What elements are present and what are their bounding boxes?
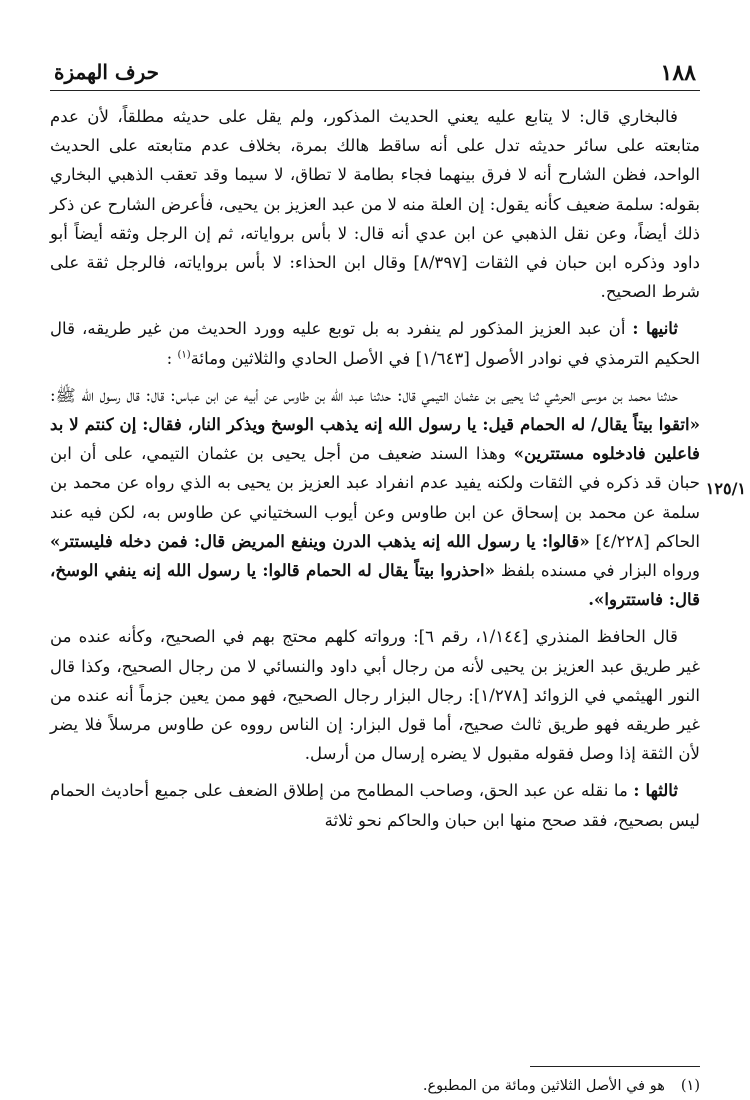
footnote-divider bbox=[530, 1066, 700, 1067]
page-number: ١٨٨ bbox=[660, 60, 696, 86]
page-header bbox=[50, 58, 700, 91]
paragraph-2-lead: ثانيها : bbox=[632, 318, 678, 339]
body-text bbox=[50, 102, 700, 835]
paragraph-3 bbox=[50, 381, 700, 615]
hadith-quote-3: «احذروا بيتاً يقال له الحمام قالوا: يا رسول الله إنه ينفي الوسخ، قال: فاستتروا». bbox=[50, 560, 700, 610]
paragraph-3-part-a: حدثنا محمد بن موسى الحرشي ثنا يحيى بن عثمان التيمي قال: حدثنا عبد الله بن طاوس عن أبيه عن ابن عباس: قال: قال رسول الله ﷺ: bbox=[50, 385, 678, 405]
hadith-quote-1: «اتقوا بيتاً يقال/ له الحمام قيل: يا رسول الله إنه يذهب الوسخ ويذكر النار، فقال: إن كنتم لا بد فاعلين فادخلوه مستترين» bbox=[50, 414, 700, 464]
paragraph-5 bbox=[50, 776, 700, 834]
footnote-text: هو في الأصل الثلاثين ومائة من المطبوع. bbox=[422, 1078, 665, 1094]
margin-reference: ١٢٥/١ bbox=[705, 479, 746, 498]
footnote-number: (١) bbox=[680, 1078, 700, 1094]
footnote bbox=[50, 1074, 700, 1098]
paragraph-5-lead: ثالثها : bbox=[633, 780, 678, 801]
paragraph-2-end: : bbox=[166, 348, 178, 368]
running-title: حرف الهمزة bbox=[54, 60, 160, 84]
footnote-marker: (١) bbox=[177, 349, 191, 361]
paragraph-5-text: ما نقله عن عبد الحق، وصاحب المطامح من إطلاق الضعف على جميع أحاديث الحمام ليس بصحيح، فقد صحح منها ابن حبان والحاكم نحو ثلاثة bbox=[50, 781, 700, 830]
paragraph-2-text: أن عبد العزيز المذكور لم ينفرد به بل توبع عليه وورد الحديث من غير طريقه، قال الحكيم الترمذي في نوادر الأصول [١/٦٤٣] في الأصل الحادي والثلاثين ومائة bbox=[50, 319, 700, 368]
paragraph-3-part-b: وهذا السند ضعيف من أجل يحيى بن عثمان التيمي، على أن ابن حبان قد ذكره في الثقات ولكنه يفيد عدم انفراد عبد العزيز بن يحيى به الذي رواه عن محمد بن سلمة عن محمد بن إسحاق عن ابن طاوس وعن أيوب السختياني عن طاوس به، لكن فيه عند الحاكم [٤/٢٢٨] bbox=[50, 444, 700, 551]
paragraph-1: فالبخاري قال: لا يتابع عليه يعني الحديث المذكور، ولم يقل على حديثه مطلقاً، لأن عدم متابعته على سائر حديثه تدل على أنه ساقط هالك بمرة، بخلاف عدم متابعته على الحديث الواحد، فظن الشارح أنه لا فرق بينهما فجاء بطامة لا تطاق، لا سيما وقد تعقب الذهبي البخاري بقوله: سلمة ضعيف كأنه يقول: إن العلة منه لا من عبد العزيز بن يحيى، فأعرض الشارح عن ذكر ذلك أيضاً، وعن نقل الذهبي عن ابن عدي أنه قال: لا بأس برواياته، ثم إن الرجل وثقه أيضاً أبو داود وذكره ابن حبان في الثقات [٨/٣٩٧] وقال ابن الحذاء: لا بأس برواياته، فالرجل ثقة على شرط الصحيح. bbox=[50, 107, 701, 302]
hadith-quote-2: «قالوا: يا رسول الله إنه يذهب الدرن وينفع المريض قال: فمن دخله فليستتر» bbox=[50, 530, 590, 551]
paragraph-3-part-c: ورواه البزار في مسنده بلفظ bbox=[495, 561, 701, 581]
paragraph-4: قال الحافظ المنذري [١/١٤٤، رقم ٦]: ورواته كلهم محتج بهم في الصحيح، وكأنه عنده من غير طريق عبد العزيز بن يحيى لأنه من رجال أبي داود والنسائي لا من رجال الصحيح، وكذا قال النور الهيثمي في الزوائد [١/٢٧٨]: رجال البزار رجال الصحيح، فهو ممن يعين جزماً أنه عنده من غير طريقه فهو طريق ثالث صحيح، أما قول البزار: إن الناس رووه عن طاوس مرسلاً فلا يضر لأن الثقة إذا وصل فقوله مقبول لا يضره إرسال من أرسل. bbox=[50, 627, 701, 764]
book-page bbox=[50, 58, 746, 1094]
paragraph-2 bbox=[50, 314, 700, 372]
